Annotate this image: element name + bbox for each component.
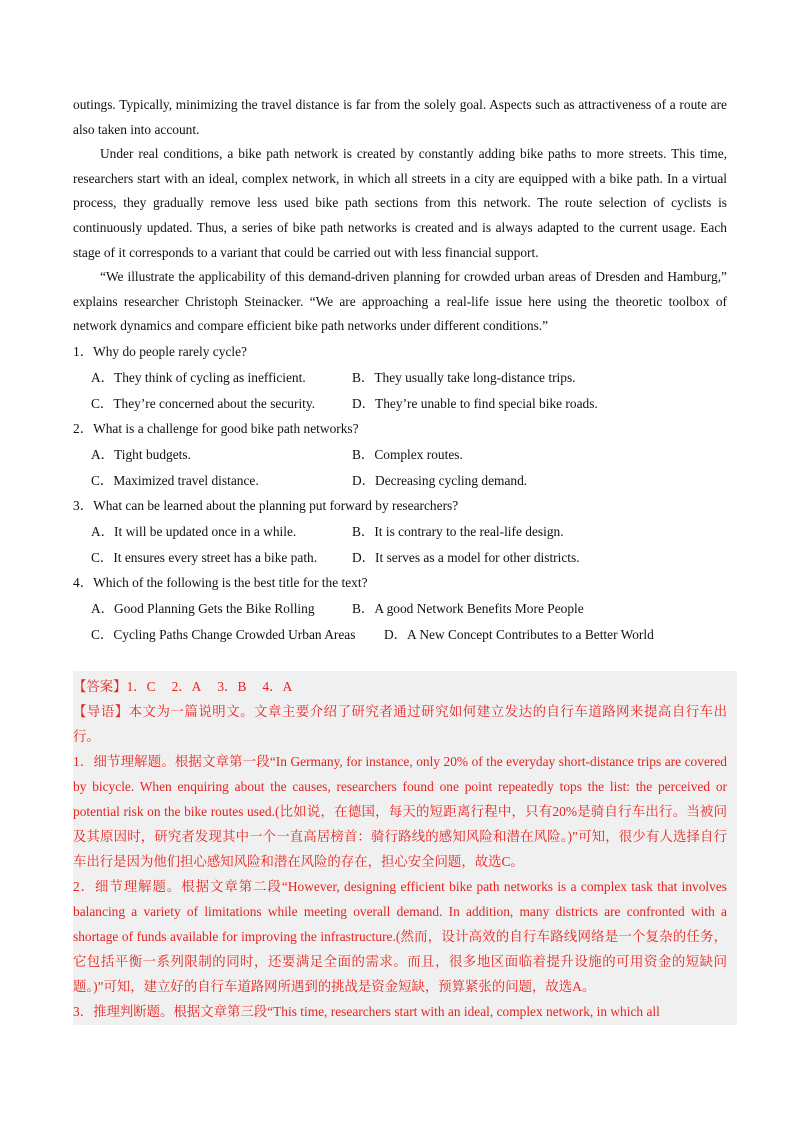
question-4-options-row-2 bbox=[73, 622, 733, 648]
question-2-option-b: B．Complex routes. bbox=[352, 447, 463, 462]
question-2-options-row-2 bbox=[73, 468, 733, 494]
answer-key-2: 2．A bbox=[171, 679, 202, 694]
question-4-option-d: D．A New Concept Contributes to a Better World bbox=[384, 626, 654, 642]
answer-label: 【答案】 bbox=[73, 679, 127, 694]
question-2-option-c: C．Maximized travel distance. bbox=[91, 472, 259, 488]
question-3-options-row-1 bbox=[73, 519, 733, 545]
question-3-option-b: B．It is contrary to the real-life design. bbox=[352, 524, 564, 539]
explanation-2: 2．细节理解题。根据文章第二段“However, designing efficient bike path networks is a complex task that involves balancing a variety of limitations while meeting overall demand. In addition, many districts are confronted with a shortage of funds available for improving the infrastructure.(然而，设计高效的自行车路线网络是一个复杂的任务，它包括平衡一系列限制的同时，还要满足全面的需求。而且，很多地区面临着提升设施的可用资金的短缺问题。)”可知，建立好的自行车道路网所遇到的挑战是资金短缺，预算紧张的问题，故选A。 bbox=[73, 879, 727, 994]
guide-text: 【导语】本文为一篇说明文。文章主要介绍了研究者通过研究如何建立发达的自行车道路网来提高自行车出行。 bbox=[73, 704, 727, 744]
question-1-option-c: C．They’re concerned about the security. bbox=[91, 395, 316, 411]
answer-key-4: 4．A bbox=[262, 679, 293, 694]
answer-keys bbox=[73, 674, 727, 699]
question-3-stem: 3．What can be learned about the planning put forward by researchers? bbox=[73, 498, 459, 513]
passage-paragraph-3: “We illustrate the applicability of this demand-driven planning for crowded urban areas of Dresden and Hamburg,” explains researcher Christoph Steinacker. “We are approaching a real-life issue here using the theoretic toolbox of network dynamics and compare efficient bike path networks under different conditions.” bbox=[73, 269, 727, 334]
question-1-options-row-1 bbox=[73, 365, 733, 391]
question-3-option-c: C．It ensures every street has a bike path. bbox=[91, 549, 318, 565]
answer-key-1: 1．C bbox=[126, 679, 156, 694]
passage-paragraph-2: Under real conditions, a bike path network is created by constantly adding bike paths to more streets. This time, researchers start with an ideal, complex network, in which all streets in a city are equipped with a bike path. In a virtual process, they gradually remove less used bike path sections from this network. The route selection of cyclists is continuously updated. Thus, a series of bike path networks is created and is always adapted to the current usage. Each stage of it corresponds to a variant that could be carried out with less financial support. bbox=[73, 146, 727, 260]
passage-paragraph-1: outings. Typically, minimizing the travel distance is far from the solely goal. Aspects such as attractiveness of a route are also taken into account. bbox=[73, 97, 727, 137]
question-4-option-a: A．Good Planning Gets the Bike Rolling bbox=[91, 601, 315, 616]
question-3-options-row-2 bbox=[73, 545, 733, 571]
explanation-3: 3．推理判断题。根据文章第三段“This time, researchers start with an ideal, complex network, in which all bbox=[73, 1004, 660, 1019]
question-2-option-a: A．Tight budgets. bbox=[91, 447, 191, 462]
question-2-options-row-1 bbox=[73, 442, 733, 468]
question-4-stem: 4．Which of the following is the best title for the text? bbox=[73, 575, 368, 590]
question-3-option-a: A．It will be updated once in a while. bbox=[91, 524, 297, 539]
question-1-stem: 1．Why do people rarely cycle? bbox=[73, 344, 247, 359]
question-4-option-c: C．Cycling Paths Change Crowded Urban Areas bbox=[91, 626, 356, 642]
question-4-option-b: B．A good Network Benefits More People bbox=[352, 601, 584, 616]
question-4-options-row-1 bbox=[73, 596, 733, 622]
question-1-option-b: B．They usually take long-distance trips. bbox=[352, 370, 576, 385]
question-1-option-a: A．They think of cycling as inefficient. bbox=[91, 370, 306, 385]
question-1-options-row-2 bbox=[73, 391, 733, 417]
question-list bbox=[73, 339, 733, 647]
question-2-option-d: D．Decreasing cycling demand. bbox=[352, 472, 528, 488]
reading-passage bbox=[73, 93, 727, 339]
question-3-option-d: D．It serves as a model for other districts. bbox=[352, 549, 580, 565]
answer-section bbox=[73, 674, 727, 1024]
answer-key-3: 3．B bbox=[217, 679, 247, 694]
question-1-option-d: D．They’re unable to find special bike roads. bbox=[352, 395, 598, 411]
explanation-1: 1．细节理解题。根据文章第一段“In Germany, for instance, only 20% of the everyday short-distance trips are covered by bicycle. When enquiring about the causes, researchers found one point repeatedly tops the list: the perceived or potential risk on the bike routes used.(比如说，在德国，每天的短距离行程中，只有20%是骑自行车出行。当被问及其原因时，研究者发现其中一个一直高居榜首：骑行路线的感知风险和潜在风险。)”可知，很少有人选择自行车出行是因为他们担心感知风险和潜在风险的存在，担心安全问题，故选C。 bbox=[73, 754, 727, 869]
question-2-stem: 2．What is a challenge for good bike path networks? bbox=[73, 421, 359, 436]
